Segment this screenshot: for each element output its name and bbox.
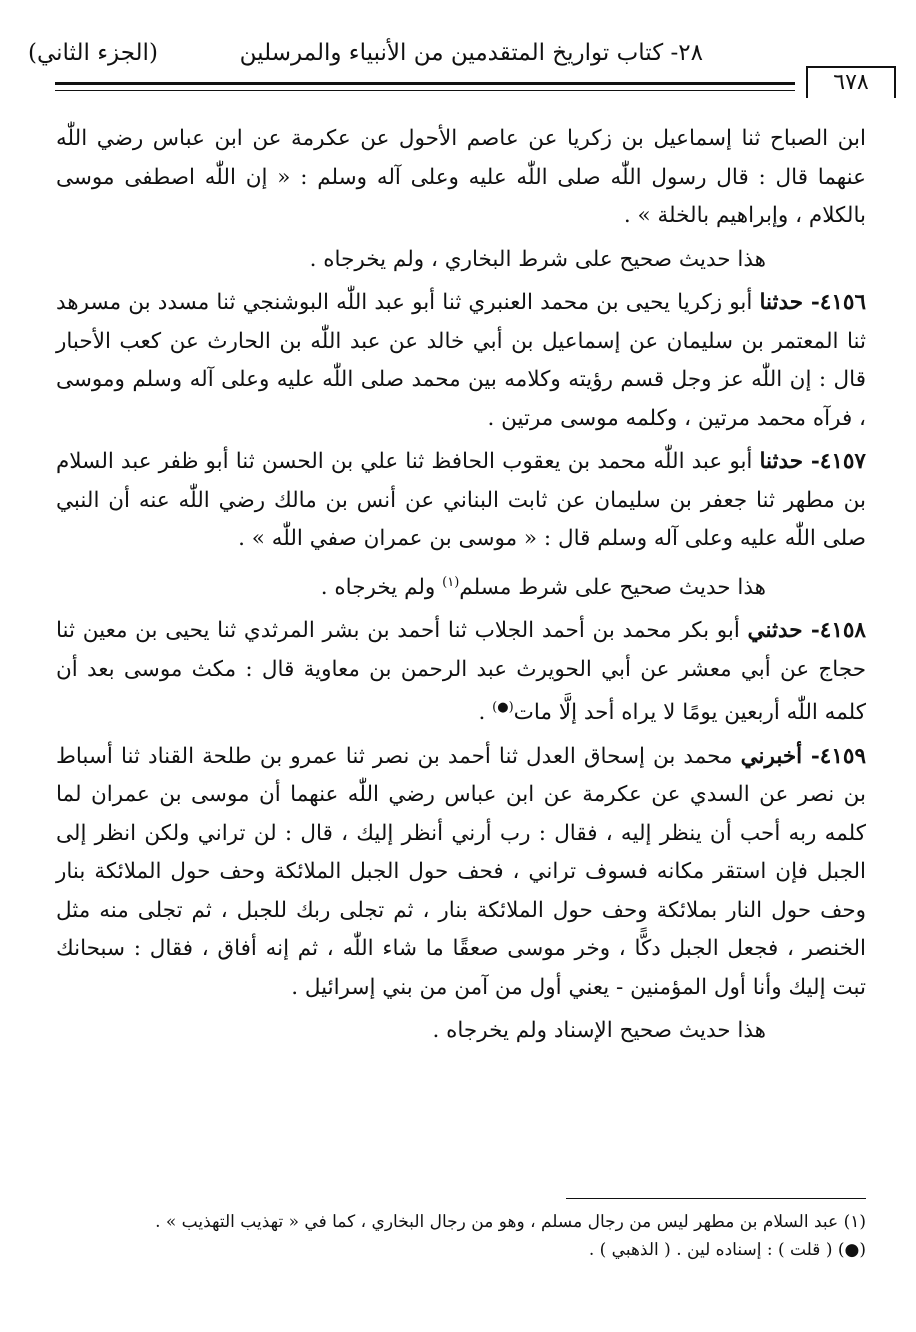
hadith-number: ٤١٥٦ [819, 290, 866, 315]
page-number: ٦٧٨ [806, 66, 896, 98]
paragraph-continuation: ابن الصباح ثنا إسماعيل بن زكريا عن عاصم الأحول عن عكرمة عن ابن عباس رضي اللّٰه عنهما قال : قال رسول اللّٰه صلى اللّٰه عليه وعلى آله وسلم : « إن اللّٰه اصطفى موسى بالكلام ، وإبراهيم بالخلة » . [56, 126, 866, 228]
footnote-1 [56, 1208, 866, 1236]
hadith-grading-note [56, 564, 866, 608]
footnote-marker: (●) [837, 1240, 866, 1260]
hadith-grading-note: هذا حديث صحيح الإسناد ولم يخرجاه . [432, 1018, 766, 1044]
header-rule-thin [55, 90, 795, 91]
hadith-number: ٤١٥٩ [819, 743, 866, 769]
volume-label: (الجزء الثاني) [28, 40, 158, 66]
footnote-separator [566, 1198, 866, 1199]
hadith-lead-word: حدثنا [759, 449, 804, 474]
footnote-ref: (١) [442, 574, 460, 590]
running-title: ٢٨- كتاب تواريخ المتقدمين من الأنبياء والمرسلين [239, 40, 703, 66]
footnote-text: ( قلت ) : إسناده لين . ( الذهبي ) . [588, 1240, 833, 1260]
footnote-2 [56, 1236, 866, 1264]
footnote-marker: (١) [843, 1212, 866, 1232]
main-text [56, 120, 866, 1051]
hadith-lead-word: حدثني [747, 618, 803, 644]
hadith-grading-note: هذا حديث صحيح على شرط البخاري ، ولم يخرجاه . [309, 246, 766, 272]
hadith-text: أبو زكريا يحيى بن محمد العنبري ثنا أبو عبد اللّٰه البوشنجي ثنا مسدد بن مسرهد ثنا المعتمر بن سليمان عن إسماعيل بن أبي خالد عن عبد اللّٰه بن الحارث عن كعب الأحبار قال : إن اللّٰه عز وجل قسم رؤيته وكلامه بين محمد صلى اللّٰه عليه وعلى آله وسلم وموسى ، فرآه محمد مرتين ، وكلمه موسى مرتين . [56, 290, 866, 431]
header-rule-thick [55, 82, 795, 85]
hadith-text: أبو بكر محمد بن أحمد الجلاب ثنا أحمد بن بشر المرثدي ثنا يحيى بن معين ثنا حجاج عن أبي معشر عن أبي الحويرث عبد الرحمن بن معاوية قال : مكث موسى بعد أن كلمه اللّٰه أربعين يومًا لا يراه أحد إلَّا مات [56, 618, 866, 726]
hadith-4159: ٤١٥٩- أخبرني محمد بن إسحاق العدل ثنا أحمد بن نصر ثنا عمرو بن طلحة القناد ثنا أسباط بن نصر عن السدي عن عكرمة عن ابن عباس رضي اللّٰه عنهما أن موسى بن عمران لما كلمه ربه أحب أن ينظر إليه ، فقال : رب أرني أنظر إليك ، قال : لن تراني ولكن انظر إلى الجبل فإن استقر مكانه فسوف تراني ، فحف حول الجبل الملائكة وحف حول الملائكة بنار وحف حول النار بملائكة وحف حول الملائكة بنار ، ثم تجلى ربك للجبل ، ثم تجلى منه مثل الخنصر ، فجعل الجبل دكًّا ، وخر موسى صعقًا ما شاء اللّٰه ، ثم إنه أفاق ، فقال : سبحانك تبت إليك وأنا أول المؤمنين - يعني أول من آمن من بني إسرائيل . [56, 743, 866, 1000]
footnotes [56, 1208, 866, 1264]
hadith-4156: ٤١٥٦- حدثنا أبو زكريا يحيى بن محمد العنبري ثنا أبو عبد اللّٰه البوشنجي ثنا مسدد بن مسرهد ثنا المعتمر بن سليمان عن إسماعيل بن أبي خالد عن عبد اللّٰه بن الحارث عن كعب الأحبار قال : إن اللّٰه عز وجل قسم رؤيته وكلامه بين محمد صلى اللّٰه عليه وعلى آله وسلم وموسى ، فرآه محمد مرتين ، وكلمه موسى مرتين . [56, 290, 866, 431]
hadith-4158: ٤١٥٨- حدثني أبو بكر محمد بن أحمد الجلاب ثنا أحمد بن بشر المرثدي ثنا يحيى بن معين ثنا حجاج عن أبي معشر عن أبي الحويرث عبد الرحمن بن معاوية قال : مكث موسى بعد أن كلمه اللّٰه أربعين يومًا لا يراه أحد إلَّا مات(●) . [56, 618, 866, 726]
hadith-text-end: . [478, 700, 486, 726]
hadith-4157: ٤١٥٧- حدثنا أبو عبد اللّٰه محمد بن يعقوب الحافظ ثنا علي بن الحسن ثنا أبو ظفر عبد السلام بن مطهر ثنا جعفر بن سليمان عن ثابت البناني عن أنس بن مالك رضي اللّٰه عنه أن النبي صلى اللّٰه عليه وعلى آله وسلم قال : « موسى بن عمران صفي اللّٰه » . [56, 449, 866, 551]
hadith-lead-word: أخبرني [740, 743, 803, 769]
hadith-text: أبو عبد اللّٰه محمد بن يعقوب الحافظ ثنا علي بن الحسن ثنا أبو ظفر عبد السلام بن مطهر ثنا جعفر بن سليمان عن ثابت البناني عن أنس بن مالك رضي اللّٰه عنه أن النبي صلى اللّٰه عليه وعلى آله وسلم قال : « موسى بن عمران صفي اللّٰه » . [56, 449, 866, 551]
note-text: هذا حديث صحيح على شرط مسلم [459, 574, 766, 600]
hadith-lead-word: حدثنا [759, 290, 804, 315]
footnote-ref: (●) [492, 700, 514, 716]
footnote-text: عبد السلام بن مطهر ليس من رجال مسلم ، وهو من رجال البخاري ، كما في « تهذيب التهذيب » . [155, 1212, 839, 1232]
page-header [28, 40, 863, 80]
hadith-number: ٤١٥٨ [819, 618, 866, 644]
note-text: ولم يخرجاه . [320, 574, 436, 600]
hadith-number: ٤١٥٧ [819, 449, 866, 474]
hadith-text: محمد بن إسحاق العدل ثنا أحمد بن نصر ثنا عمرو بن طلحة القناد ثنا أسباط بن نصر عن السدي عن عكرمة عن ابن عباس رضي اللّٰه عنهما أن موسى بن عمران لما كلمه ربه أحب أن ينظر إليه ، فقال : رب أرني أنظر إليك ، قال : لن تراني ولكن انظر إلى الجبل فإن استقر مكانه فسوف تراني ، فحف حول الجبل الملائكة وحف حول الملائكة بنار وحف حول النار بملائكة وحف حول الملائكة بنار ، ثم تجلى ربك للجبل ، ثم تجلى منه مثل الخنصر ، فجعل الجبل دكًّا ، وخر موسى صعقًا ما شاء اللّٰه ، ثم إنه أفاق ، فقال : سبحانك تبت إليك وأنا أول المؤمنين - يعني أول من آمن من بني إسرائيل . [56, 743, 866, 1000]
